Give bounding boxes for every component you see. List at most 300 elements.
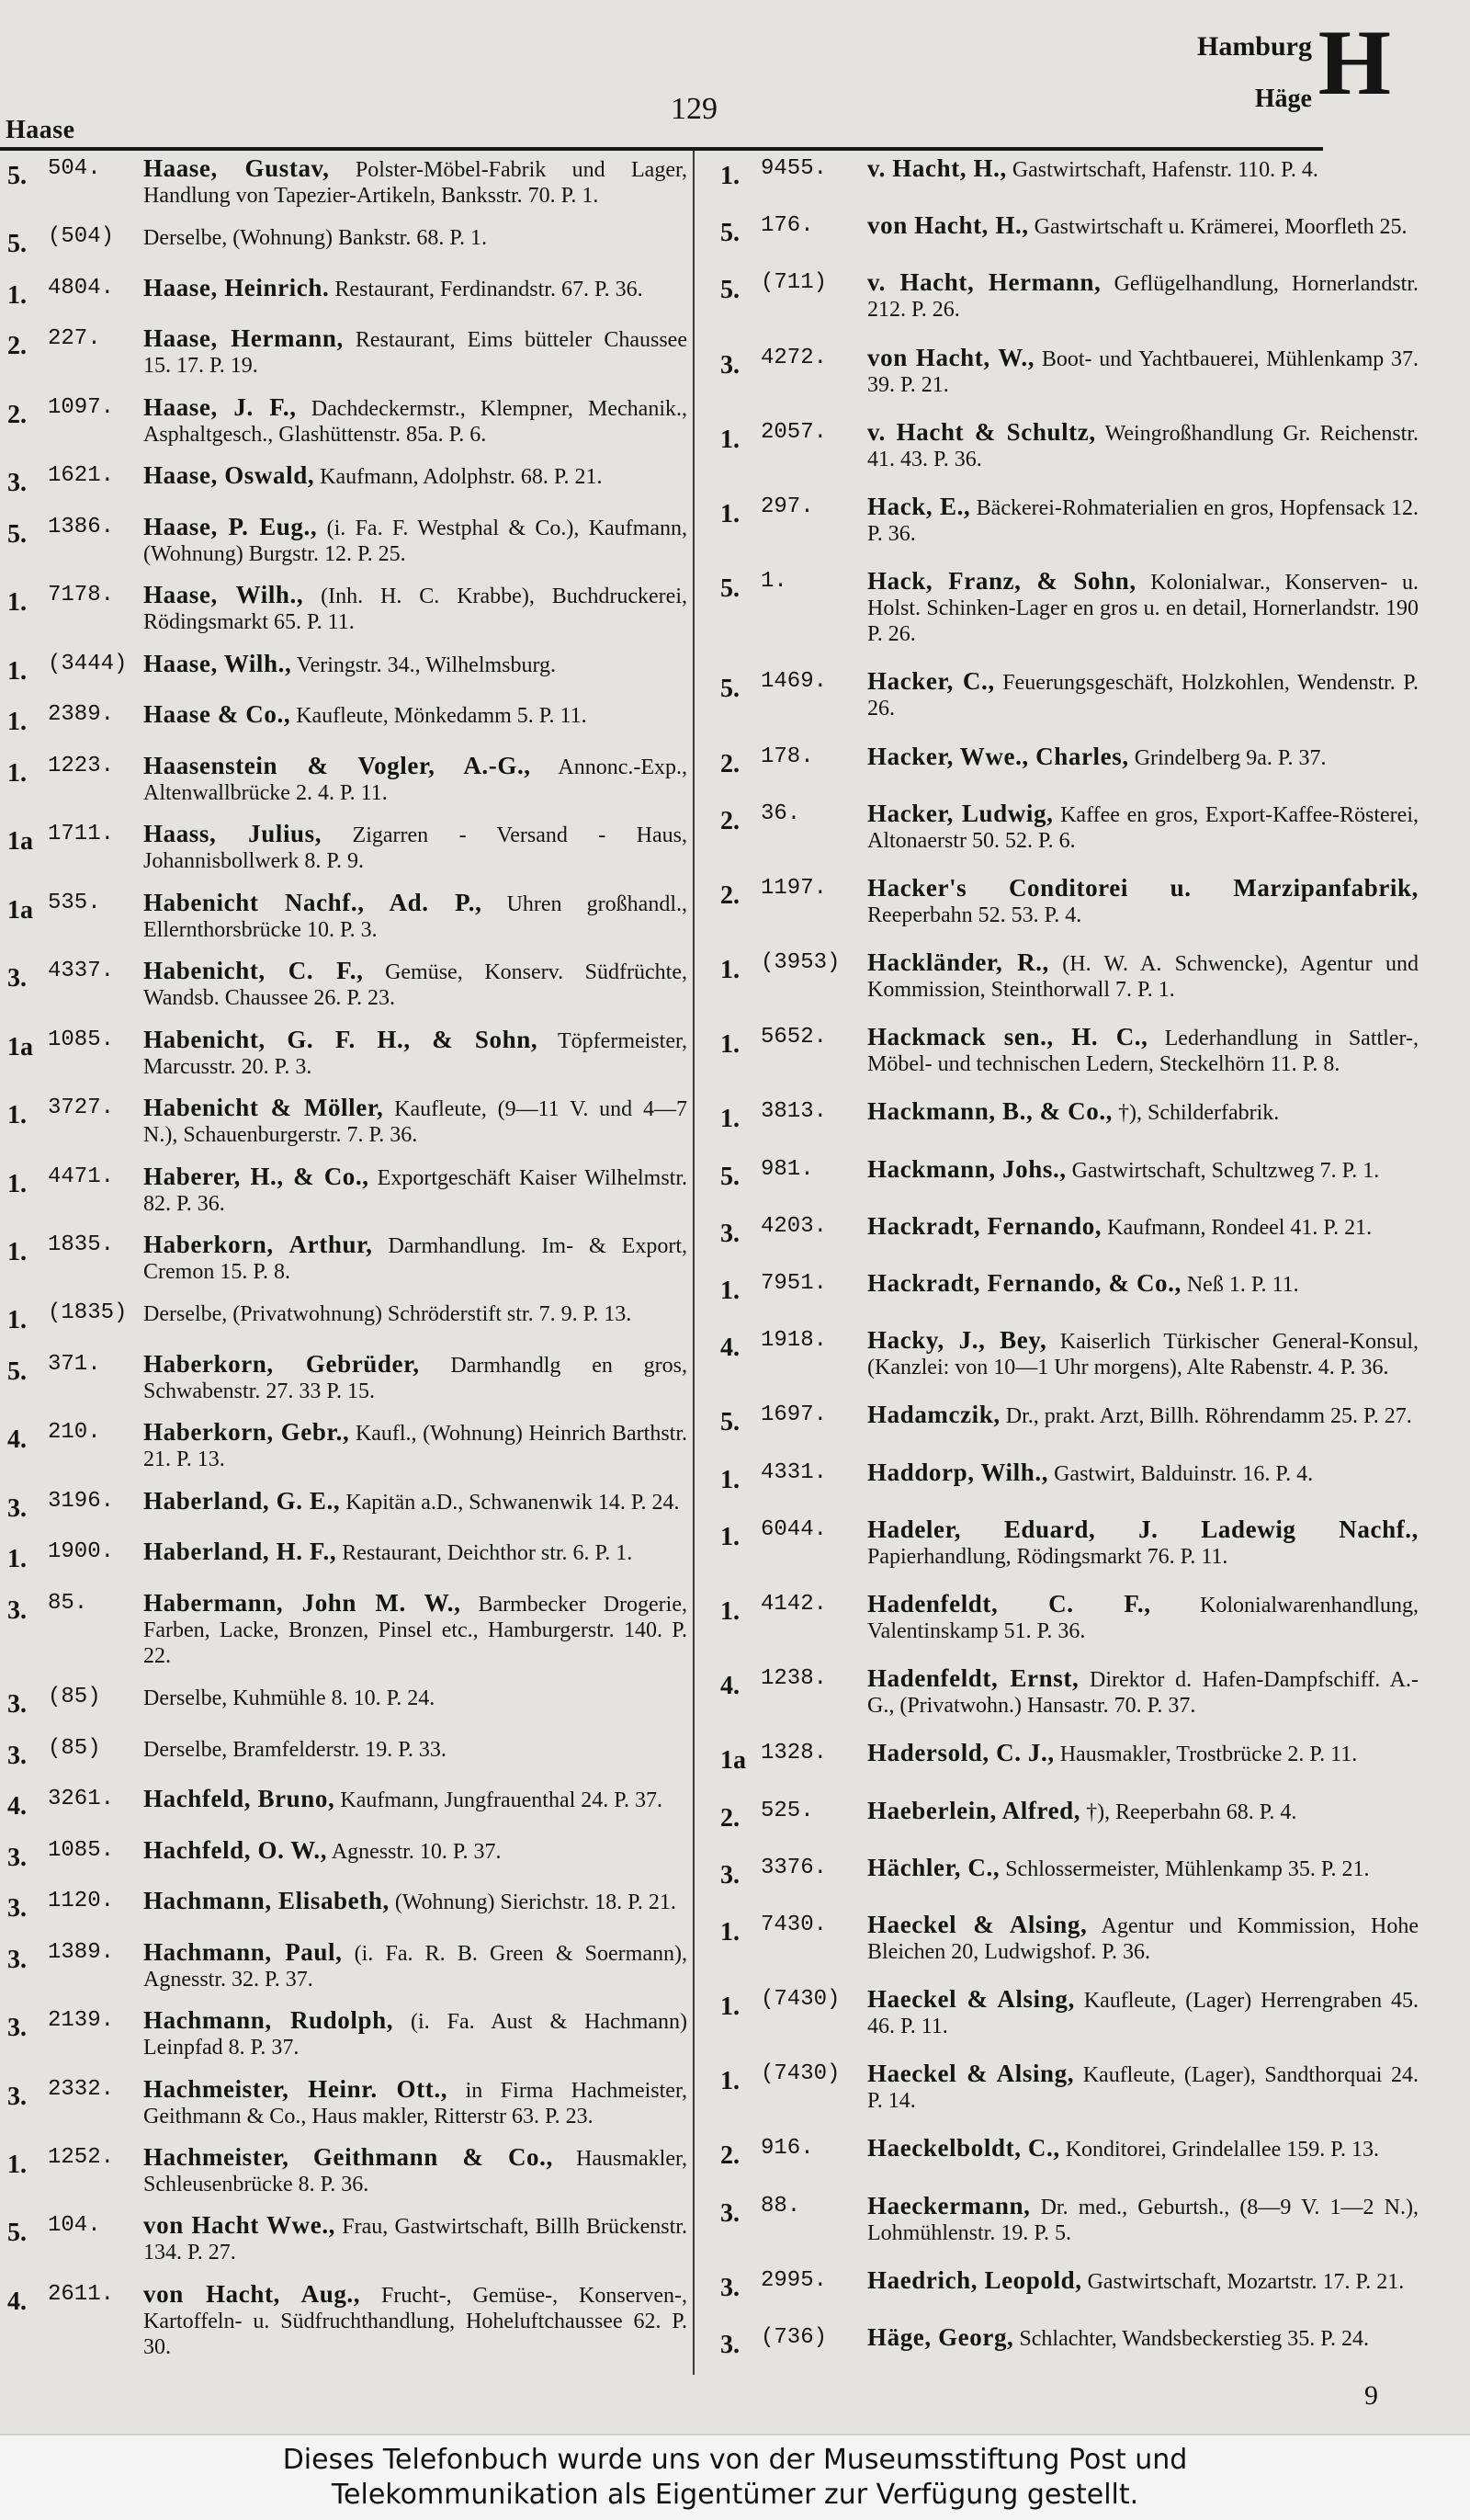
subscriber-details: Dachdeckermstr., Klempner, Mechanik., Asphaltgesch., Glashüttenstr. 85a. P. 6. [143,396,687,447]
phone-number: 3261. [48,1787,115,1812]
exchange-zone: 1. [7,1237,27,1266]
subscriber-name: Haeckel & Alsing, [867,2060,1075,2088]
subscriber-details: †), Schilderfabrik. [1113,1101,1280,1126]
subscriber-details: Agentur und Kommission, Hohe Bleichen 20, Ludwigshof. P. 36. [867,1913,1419,1964]
subscriber-name: Haase, Wilh., [143,581,304,609]
entry-text [143,1785,687,1813]
entry-text [143,2211,687,2265]
subscriber-name: Hadeler, Eduard, J. Ladewig Nachf., [867,1515,1419,1543]
phone-number: (7430) [761,2061,841,2087]
exchange-zone: 5. [7,162,27,190]
entry-text [867,1097,1419,1126]
exchange-zone: 2. [7,332,27,361]
exchange-zone: 5. [720,219,740,248]
subscriber-details: Restaurant, Ferdinandstr. 67. P. 36. [329,277,643,301]
directory-entry [720,2060,1419,2114]
phone-number: 1238. [761,1666,828,1692]
exchange-zone: 3. [7,2014,27,2043]
subscriber-details: Kaufleute, (Lager) Herrengraben 45. 46. P. 11. [867,1989,1419,2039]
header-last-entry: Häge [1254,85,1312,113]
entry-text [867,667,1419,721]
subscriber-details: Kaufleute, (9—11 V. und 4—7 N.), Schauenburgerstr. 7. P. 36. [143,1097,687,1148]
subscriber-name: Haase, P. Eug., [143,512,318,540]
exchange-zone: 4. [7,2287,27,2316]
exchange-zone: 3. [720,2273,740,2302]
subscriber-details: Uhren großhandl., Ellernthorsbrücke 10. P. 3. [143,891,687,942]
entry-text [143,1231,687,1285]
entry-text [867,1212,1419,1241]
subscriber-name: von Hacht Wwe., [143,2211,336,2240]
phone-number: 5652. [761,1025,828,1050]
entry-text [143,1589,687,1669]
exchange-zone: 4. [720,1672,740,1701]
entry-text [867,1459,1419,1487]
exchange-zone: 1a [7,827,33,857]
phone-number: 3813. [761,1099,828,1125]
directory-entry [7,1299,687,1335]
banner-line-1: Dieses Telefonbuch wurde uns von der Museumsstiftung Post und [282,2444,1188,2476]
entry-text [143,889,687,943]
exchange-zone: 2. [720,806,740,835]
entry-text [867,948,1419,1003]
entry-text [867,1664,1419,1719]
subscriber-details: (Wohnung) Sierichstr. 18. P. 21. [389,1890,676,1915]
exchange-zone: 1. [7,1306,27,1335]
subscriber-details: Gemüse, Konserv. Südfrüchte, Wandsb. Chaussee 26. P. 23. [143,960,687,1011]
phone-number: (85) [48,1685,101,1710]
subscriber-name: Hacker, Ludwig, [867,799,1054,827]
subscriber-name: Habenicht Nachf., Ad. P., [143,888,482,916]
subscriber-name: Hackmann, B., & Co., [867,1097,1114,1126]
subscriber-name: Hacky, J., Bey, [867,1326,1047,1355]
subscriber-details: (i. Fa. F. Westphal & Co.), Kaufmann, (Wohnung) Burgstr. 12. P. 25. [143,516,687,566]
exchange-zone: 1. [720,1596,740,1626]
entry-text [867,743,1419,771]
exchange-zone: 3. [7,1843,27,1872]
exchange-zone: 3. [720,1860,740,1890]
subscriber-details: Töpfermeister, Marcusstr. 20. P. 3. [143,1028,687,1079]
exchange-zone: 4. [7,1425,27,1455]
phone-number: 2611. [48,2281,115,2307]
entry-text [143,1538,687,1566]
subscriber-details: Geflügelhandlung, Hornerlandstr. 212. P. 26. [867,272,1419,323]
subscriber-name: Haase & Co., [143,700,291,729]
entry-text [867,1590,1419,1644]
entry-text [143,2075,687,2129]
subscriber-name: Hackradt, Fernando, [867,1211,1102,1240]
subscriber-name: v. Hacht, Hermann, [867,268,1102,297]
entry-text [867,2060,1419,2114]
exchange-zone: 1. [7,1101,27,1130]
subscriber-details: Veringstr. 34., Wilhelmsburg. [291,653,557,677]
exchange-zone: 1a [7,895,33,925]
subscriber-name: Hachmeister, Heinr. Ott., [143,2074,448,2103]
phone-number: 1. [761,569,787,595]
entry-text [143,2143,687,2197]
phone-number: 178. [761,744,814,769]
phone-number: 1223. [48,753,115,778]
exchange-zone: 1. [720,1105,740,1134]
directory-entry [720,1459,1419,1495]
exchange-zone: 1. [720,1030,740,1060]
entry-text [867,1985,1419,2039]
subscriber-name: Hachfeld, Bruno, [143,1785,335,1813]
subscriber-details: Kolonialwarenhandlung, Valentinskamp 51. P. 36. [867,1593,1419,1643]
directory-entry [720,1269,1419,1306]
directory-entry [7,222,687,259]
exchange-zone: 1. [7,588,27,618]
subscriber-name: Haeckel & Alsing, [867,1910,1088,1938]
directory-entry [720,567,1419,647]
directory-entry [7,393,687,448]
exchange-zone: 1. [720,499,740,528]
phone-number: 4331. [761,1459,828,1485]
phone-number: 85. [48,1590,88,1616]
subscriber-details: Gastwirt, Balduinstr. 16. P. 4. [1048,1461,1314,1486]
subscriber-details: Schlachter, Wandsbeckerstieg 35. P. 24. [1013,2327,1369,2351]
subscriber-name: Haberer, H., & Co., [143,1162,369,1190]
entry-text [143,1026,687,1080]
directory-entry [7,461,687,498]
entry-text [867,1155,1419,1184]
entry-text [143,650,687,678]
directory-entry [7,324,687,379]
subscriber-name: v. Hacht, H., [867,154,1007,182]
exchange-zone: 1. [720,1992,740,2022]
subscriber-details: Restaurant, Eims bütteler Chaussee 15. 17. P. 19. [143,328,687,379]
exchange-zone: 3. [7,1894,27,1924]
subscriber-name: Hackmack sen., H. C., [867,1023,1148,1051]
subscriber-name: Hadersold, C. J., [867,1739,1055,1767]
exchange-zone: 1. [7,758,27,788]
left-column [7,154,687,2360]
entry-text [143,1734,687,1763]
directory-entry [7,1683,687,1720]
directory-entry [7,1734,687,1771]
subscriber-details: Derselbe, Kuhmühle 8. 10. P. 24. [143,1686,435,1711]
directory-entry [7,581,687,635]
entry-text [143,820,687,874]
subscriber-details: Lederhandlung in Sattler-, Möbel- und technischen Ledern, Steckelhörn 11. P. 8. [867,1027,1419,1077]
phone-number: (3444) [48,651,128,676]
directory-entry [720,948,1419,1003]
entry-text [143,1487,687,1515]
exchange-zone: 1. [720,1522,740,1551]
directory-entry [720,1590,1419,1644]
exchange-zone: 4. [720,1334,740,1363]
exchange-zone: 5. [720,1162,740,1191]
entry-text [143,1163,687,1217]
subscriber-details: Gastwirtschaft, Schultzweg 7. P. 1. [1066,1158,1380,1183]
subscriber-name: Haase, Oswald, [143,461,315,490]
subscriber-name: Haeckel & Alsing, [867,1985,1075,2014]
subscriber-name: Haase, Wilh., [143,649,292,677]
subscriber-details: Weingroßhandlung Gr. Reichenstr. 41. 43. P. 36. [867,421,1419,471]
subscriber-name: Habermann, John M. W., [143,1588,461,1617]
entry-text [867,344,1419,398]
phone-number: 210. [48,1420,101,1446]
page-number: 129 [671,92,718,126]
subscriber-details: Barmbecker Drogerie, Farben, Lacke, Bronzen, Pinsel etc., Hamburgerstr. 140. P. 22. [143,1592,687,1668]
directory-entry [7,2006,687,2060]
directory-entry [720,1911,1419,1965]
subscriber-name: Hachmeister, Geithmann & Co., [143,2143,553,2171]
phone-number: 2139. [48,2008,115,2034]
subscriber-name: Hachfeld, O. W., [143,1835,328,1864]
directory-entry [7,1887,687,1924]
subscriber-details: Gastwirtschaft, Mozartstr. 17. P. 21. [1081,2269,1405,2294]
header-city: Hamburg [1196,31,1312,62]
phone-number: 535. [48,890,101,915]
directory-entry [720,154,1419,191]
subscriber-name: Haddorp, Wilh., [867,1458,1049,1486]
phone-number: 36. [761,800,801,826]
entry-text [867,1515,1419,1570]
entry-text [143,274,687,302]
phone-number: 981. [761,1156,814,1182]
phone-number: 4471. [48,1164,115,1189]
phone-number: 1386. [48,514,115,539]
directory-entry [7,1350,687,1404]
subscriber-name: Hackmann, Johs., [867,1154,1067,1183]
subscriber-name: Habenicht, C. F., [143,957,364,985]
phone-number: 1389. [48,1939,115,1965]
subscriber-name: Haase, J. F., [143,392,297,421]
subscriber-details: Dr., prakt. Arzt, Billh. Röhrendamm 25. P. 27. [1000,1404,1412,1429]
entry-text [867,1739,1419,1767]
subscriber-name: Haase, Gustav, [143,154,330,182]
directory-entry [7,1836,687,1873]
directory-entry [720,1664,1419,1719]
directory-entry [720,800,1419,854]
exchange-zone: 1. [720,162,740,190]
directory-entry [7,957,687,1011]
subscriber-details: Schlossermeister, Mühlenkamp 35. P. 21. [1000,1856,1370,1881]
subscriber-details: Zigarren - Versand - Haus, Johannisbollwerk 8. P. 9. [143,823,687,874]
entry-text [143,2006,687,2060]
phone-number: 2995. [761,2267,828,2293]
phone-number: 1085. [48,1837,115,1863]
exchange-zone: 1. [7,656,27,686]
subscriber-details: Kaufl., (Wohnung) Heinrich Barthstr. 21. P. 13. [143,1422,687,1472]
directory-entry [7,650,687,687]
subscriber-name: Hachmann, Elisabeth, [143,1887,390,1915]
subscriber-details: Kaufmann, Adolphstr. 68. P. 21. [314,465,603,490]
subscriber-name: Hadenfeldt, C. F., [867,1589,1151,1618]
exchange-zone: 1. [720,1277,740,1305]
exchange-zone: 1a [7,1032,33,1061]
directory-entry [720,667,1419,721]
subscriber-name: Hadamczik, [867,1401,1001,1429]
exchange-zone: 3. [7,1690,27,1720]
subscriber-details: Gastwirtschaft u. Krämerei, Moorfleth 25. [1028,215,1408,240]
phone-number: 1621. [48,463,115,489]
directory-entry [7,1231,687,1285]
entry-text [143,1938,687,1992]
directory-entry [7,274,687,311]
entry-text [867,1269,1419,1298]
phone-number: 3196. [48,1488,115,1514]
entry-text [143,461,687,490]
subscriber-details: Grindelberg 9a. P. 37. [1128,745,1327,770]
subscriber-details: Neß 1. P. 11. [1181,1273,1299,1297]
subscriber-name: Haberland, H. F., [143,1538,337,1566]
directory-entry [720,2323,1419,2360]
exchange-zone: 5. [7,1356,27,1386]
subscriber-name: von Hacht, H., [867,211,1029,240]
subscriber-details: Agnesstr. 10. P. 37. [327,1839,502,1864]
entry-text [867,418,1419,472]
directory-entry [720,1401,1419,1437]
entry-text [867,1797,1419,1825]
directory-entry [7,1163,687,1217]
subscriber-details: Kaufmann, Rondeel 41. P. 21. [1102,1215,1373,1240]
phone-number: 9455. [761,156,828,181]
subscriber-details: Derselbe, (Privatwohnung) Schröderstift str. 7. 9. P. 13. [143,1302,632,1327]
subscriber-name: Hack, E., [867,492,971,520]
exchange-zone: 1. [7,708,27,737]
phone-number: 2389. [48,702,115,728]
phone-number: 88. [761,2193,801,2219]
entry-text [143,154,687,209]
subscriber-details: Kaufleute, (Lager), Sandthorquai 24. P. 14. [867,2063,1419,2114]
entry-text [143,1887,687,1915]
column-divider [693,151,695,2375]
entry-text [143,1299,687,1327]
phone-number: 7951. [761,1271,828,1296]
exchange-zone: 3. [7,2082,27,2111]
directory-entry [7,1094,687,1148]
phone-number: 4142. [761,1591,828,1617]
exchange-zone: 2. [720,1803,740,1833]
directory-entry [720,1985,1419,2039]
directory-entry [7,889,687,943]
directory-entry [720,268,1419,323]
exchange-zone: 4. [7,1792,27,1822]
phone-number: (1835) [48,1300,128,1326]
entry-text [867,567,1419,647]
page-signature: 9 [1364,2380,1378,2411]
directory-entry [7,1785,687,1822]
entry-text [143,1836,687,1865]
exchange-zone: 1. [7,2151,27,2179]
phone-number: 176. [761,213,814,239]
directory-entry [7,1938,687,1992]
subscriber-details: Darmhandlung. Im- & Export, Cremon 15. P. 8. [143,1233,688,1284]
subscriber-details: Reeperbahn 52. 53. P. 4. [867,902,1082,927]
subscriber-name: von Hacht, Aug., [143,2279,361,2308]
phone-number: 1120. [48,1889,115,1914]
phone-number: 1900. [48,1539,115,1565]
phone-number: 1918. [761,1328,828,1354]
directory-entry [720,743,1419,779]
exchange-zone: 3. [7,1595,27,1625]
subscriber-details: in Firma Hachmeister, Geithmann & Co., Haus makler, Ritterstr 63. P. 23. [143,2078,687,2128]
phone-number: 525. [761,1798,814,1823]
subscriber-details: Hausmakler, Trostbrücke 2. P. 11. [1054,1742,1358,1767]
phone-number: (711) [761,270,828,296]
subscriber-details: Kaffee en gros, Export-Kaffee-Rösterei, Altonaerstr 50. 52. P. 6. [867,802,1419,853]
phone-number: 504. [48,156,101,181]
exchange-zone: 1. [7,280,27,310]
phone-number: 1097. [48,394,115,420]
exchange-zone: 1. [7,1169,27,1198]
subscriber-details: Exportgeschäft Kaiser Wilhelmstr. 82. P. 36. [143,1165,688,1216]
phone-number: 1085. [48,1027,115,1052]
subscriber-name: Hackländer, R., [867,948,1049,977]
phone-number: 916. [761,2136,814,2162]
subscriber-name: Hächler, C., [867,1853,1001,1881]
entry-text [143,581,687,635]
entry-text [867,2266,1419,2295]
directory-entry [7,1538,687,1574]
subscriber-name: Haeberlein, Alfred, [867,1796,1081,1824]
subscriber-details: Derselbe, (Wohnung) Bankstr. 68. P. 1. [143,226,488,251]
phone-number: 1252. [48,2145,115,2170]
directory-entry [7,2280,687,2360]
entry-text [143,1094,687,1148]
subscriber-name: Hack, Franz, & Sohn, [867,567,1136,596]
exchange-zone: 1. [720,425,740,454]
entry-text [867,1401,1419,1429]
subscriber-details: †), Reeperbahn 68. P. 4. [1080,1799,1297,1824]
directory-entry [720,1326,1419,1380]
entry-text [867,800,1419,854]
entry-text [867,2323,1419,2352]
subscriber-name: Haeckelboldt, C., [867,2134,1060,2162]
exchange-zone: 5. [720,1408,740,1437]
exchange-zone: 2. [720,749,740,778]
phone-number: (7430) [761,1987,841,2013]
entry-text [143,1683,687,1711]
subscriber-details: Kaufleute, Mönkedamm 5. P. 11. [290,704,587,729]
exchange-zone: 5. [720,574,740,604]
directory-entry [720,1023,1419,1077]
entry-text [867,2134,1419,2162]
subscriber-details: Polster-Möbel-Fabrik und Lager, Handlung von Tapezier-Artikeln, Banksstr. 70. P. 1. [143,158,687,208]
subscriber-details: Gastwirtschaft, Hafenstr. 110. P. 4. [1006,158,1318,182]
exchange-zone: 5. [720,675,740,704]
directory-entry [720,2134,1419,2171]
subscriber-details: Frucht-, Gemüse-, Konserven-, Kartoffeln- u. Südfruchthandlung, Hoheluftchaussee 62. P. 30. [143,2283,688,2359]
directory-entry [720,418,1419,472]
subscriber-name: Haberkorn, Gebrüder, [143,1349,420,1378]
directory-entry [7,1418,687,1472]
phone-number: 1197. [761,875,828,901]
subscriber-name: Hacker, Wwe., Charles, [867,742,1129,770]
exchange-zone: 2. [7,400,27,429]
phone-number: 6044. [761,1516,828,1542]
entry-text [143,1350,687,1404]
banner-line-2: Telekommunikation als Eigentümer zur Verfügung gestellt. [331,2479,1139,2511]
subscriber-name: Hachmann, Rudolph, [143,2006,394,2035]
phone-number: 7178. [48,583,115,608]
subscriber-name: v. Hacht & Schultz, [867,417,1096,446]
phone-number: 1711. [48,822,115,847]
subscriber-details: (i. Fa. Aust & Hachmann) Leinpfad 8. P. 37. [143,2010,688,2060]
phone-number: 1835. [48,1232,115,1257]
phone-number: 1328. [761,1741,828,1766]
subscriber-name: Habenicht & Möller, [143,1094,384,1122]
entry-text [867,493,1419,547]
subscriber-name: Haase, Heinrich. [143,273,330,301]
directory-entry [720,2266,1419,2303]
phone-number: (504) [48,224,115,250]
subscriber-details: Papierhandlung, Rödingsmarkt 76. P. 11. [867,1544,1228,1569]
phone-number: 4337. [48,959,115,984]
exchange-zone: 3. [7,1741,27,1770]
phone-number: (3953) [761,950,841,976]
